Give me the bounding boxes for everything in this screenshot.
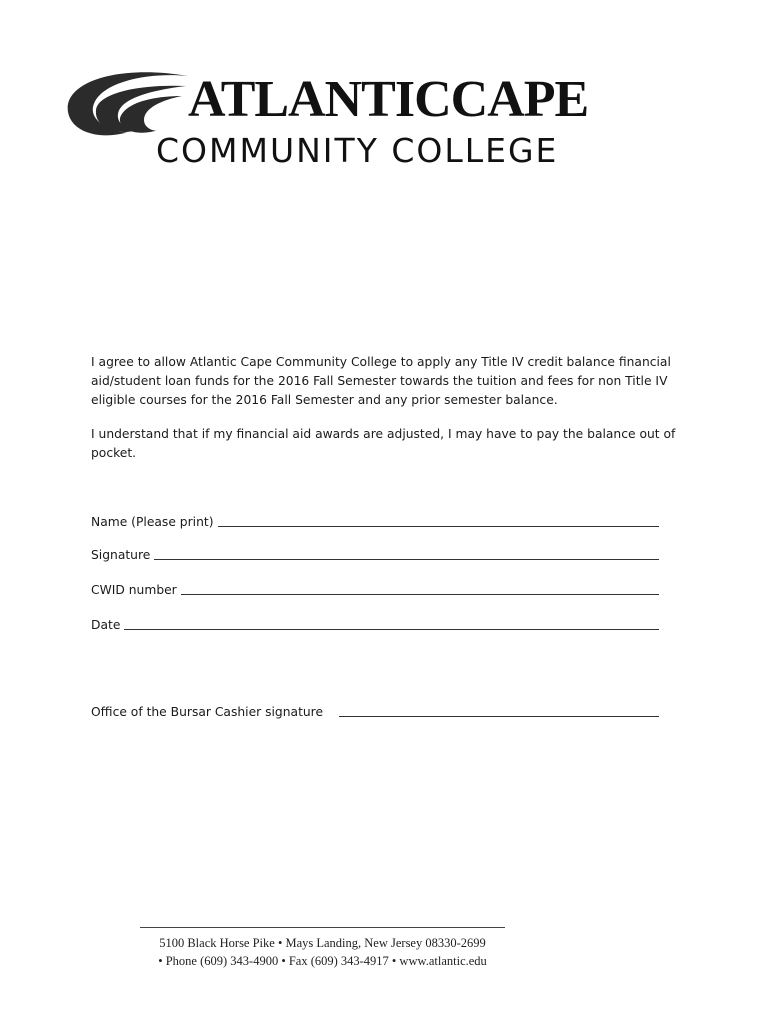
name-line[interactable]	[218, 525, 660, 527]
name-field[interactable]	[91, 510, 659, 530]
agreement-paragraph: I agree to allow Atlantic Cape Community College to apply any Title IV credit balance financial aid/student loan funds for the 2016 Fall Semester towards the tuition and fees for non Title IV eligible courses for the 2016 Fall Semester and any prior semester balance.	[91, 355, 671, 407]
college-logo	[58, 62, 589, 182]
cwid-label: CWID number	[91, 583, 177, 597]
signature-line[interactable]	[154, 558, 659, 560]
name-label: Name (Please print)	[91, 515, 214, 529]
footer-address: 5100 Black Horse Pike • Mays Landing, New Jersey 08330-2699	[159, 936, 486, 950]
bursar-signature-label: Office of the Bursar Cashier signature	[91, 705, 324, 719]
footer-contact: • Phone (609) 343-4900 • Fax (609) 343-4917 • www.atlantic.edu	[158, 954, 487, 968]
cwid-field[interactable]	[91, 578, 659, 598]
date-field[interactable]	[91, 613, 659, 633]
understanding-paragraph: I understand that if my financial aid awards are adjusted, I may have to pay the balance out of pocket.	[91, 427, 676, 460]
bursar-signature-line[interactable]	[339, 715, 659, 717]
logo-subtitle: COMMUNITY COLLEGE	[156, 131, 559, 170]
date-line[interactable]	[124, 628, 659, 630]
signature-label: Signature	[91, 548, 151, 562]
logo-wordmark: ATLANTICCAPE	[188, 71, 589, 128]
date-label: Date	[91, 618, 121, 632]
footer-address-block	[140, 927, 505, 970]
signature-field[interactable]	[91, 543, 659, 563]
cwid-line[interactable]	[181, 593, 659, 595]
bursar-signature-field[interactable]	[91, 700, 659, 720]
